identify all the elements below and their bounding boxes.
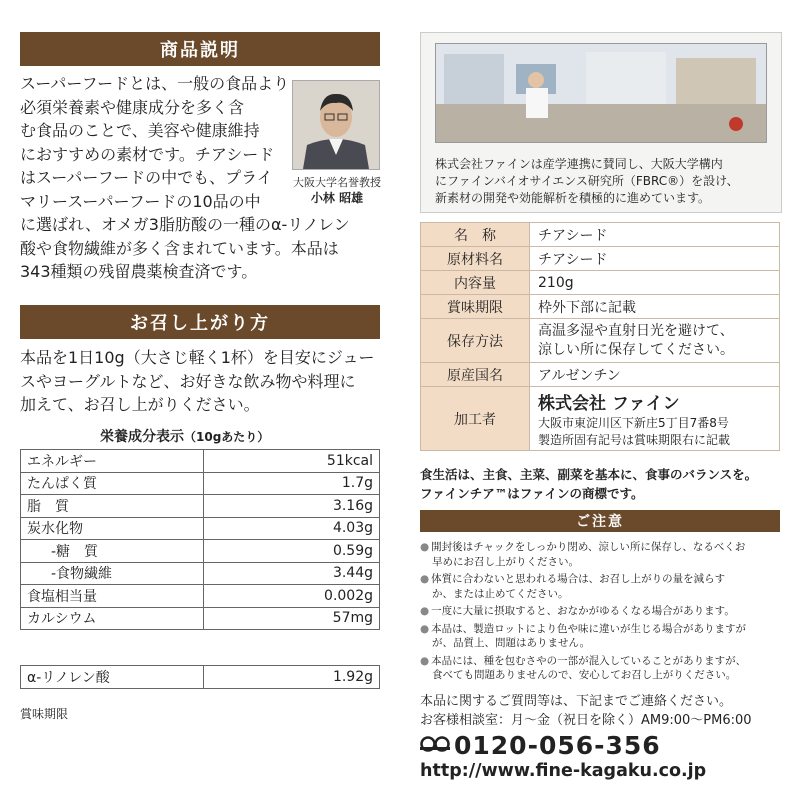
website-url[interactable]: http://www.fine-kagaku.co.jp bbox=[420, 761, 707, 781]
caution-title: ご注意 bbox=[576, 514, 624, 530]
nutrition-value: 0.002g bbox=[204, 585, 380, 608]
nutrition-value: 0.59g bbox=[204, 540, 380, 563]
lab-caption-box bbox=[420, 150, 782, 213]
processor-address: 大阪市東淀川区下新庄5丁目7番8号 bbox=[538, 416, 729, 430]
nutrition-value: 3.16g bbox=[204, 495, 380, 518]
table-row bbox=[21, 517, 380, 540]
spec-value: アルゼンチン bbox=[530, 363, 780, 387]
spec-value: チアシード bbox=[530, 247, 780, 271]
description-line: におすすめの素材です。チアシード bbox=[20, 144, 275, 164]
caution-line: が、品質上、問題はありません。 bbox=[432, 637, 591, 649]
howto-line: 加えて、お召し上がりください。 bbox=[20, 395, 260, 414]
free-dial-icon bbox=[420, 735, 450, 757]
expiry-label: 賞味期限 bbox=[20, 707, 69, 721]
table-row bbox=[21, 607, 380, 630]
description-line: スーパーフードとは、一般の食品より bbox=[20, 74, 290, 93]
caution-line: ● 本品には、種を包むさやの一部が混入していることがありますが、 bbox=[420, 654, 782, 669]
list-item bbox=[420, 654, 782, 683]
caution-line: ● 本品は、製造ロットにより色や味に違いが生じる場合がありますが bbox=[420, 622, 782, 637]
caution-line: ● 開封後はチャックをしっかり閉め、涼しい所に保存し、なるべくお bbox=[420, 540, 782, 555]
processor-note: 製造所固有記号は賞味期限右に記載 bbox=[538, 433, 731, 447]
table-row bbox=[21, 585, 380, 608]
table-row bbox=[421, 247, 780, 271]
phone-number[interactable]: 0120-056-356 bbox=[454, 731, 661, 760]
description-line: む食品のことで、美容や健康維持 bbox=[20, 121, 260, 140]
howto-text bbox=[20, 346, 382, 417]
nutrition-value: 1.92g bbox=[204, 666, 380, 689]
table-row bbox=[21, 450, 380, 473]
howto-header bbox=[20, 305, 380, 339]
product-description-header bbox=[20, 32, 380, 66]
description-line: 343種類の残留農薬検査済です。 bbox=[20, 262, 258, 281]
contact-hours: お客様相談室：月～金（祝日を除く）AM9:00～PM6:00 bbox=[420, 713, 752, 728]
spec-value: 枠外下部に記載 bbox=[530, 295, 780, 319]
caution-line: 早めにお召し上がりください。 bbox=[432, 555, 579, 568]
description-line: 必須栄養素や健康成分を多く含 bbox=[20, 97, 245, 117]
nutrition-name: -糖 質 bbox=[21, 540, 204, 563]
product-description-text-cont bbox=[20, 213, 382, 284]
lab-photo-frame bbox=[420, 32, 782, 152]
linolenic-table bbox=[20, 665, 380, 689]
description-line: マリースーパーフードの10品の中 bbox=[20, 191, 261, 211]
nutrition-name: 食塩相当量 bbox=[21, 585, 204, 608]
nutrition-title-row bbox=[100, 426, 269, 446]
howto-title: お召し上がり方 bbox=[130, 313, 270, 334]
nutrition-name: 脂 質 bbox=[21, 495, 204, 518]
professor-name: 小林 昭雄 bbox=[310, 191, 364, 205]
table-row bbox=[21, 666, 380, 689]
table-row bbox=[421, 295, 780, 319]
lab-caption bbox=[435, 156, 739, 207]
caution-list bbox=[420, 540, 782, 683]
table-row bbox=[421, 363, 780, 387]
list-item bbox=[420, 604, 782, 619]
howto-line: 本品を1日10g（大さじ軽く1杯）を目安にジュー bbox=[20, 348, 375, 367]
spec-key: 加工者 bbox=[421, 387, 530, 451]
description-line: 酸や食物繊維が多く含まれています。本品は bbox=[20, 238, 339, 258]
diet-line: 食生活は、主食、主菜、副菜を基本に、食事のバランスを。 bbox=[420, 467, 758, 482]
description-line: はスーパーフードの中でも、プライ bbox=[20, 168, 273, 187]
spec-value-line: 涼しい所に保存してください。 bbox=[538, 341, 734, 358]
table-row bbox=[21, 540, 380, 563]
nutrition-table bbox=[20, 449, 380, 630]
spec-value-line: 高温多湿や直射日光を避けて、 bbox=[538, 322, 734, 339]
caution-line: 食べても問題ありませんので、安心してお召し上がりください。 bbox=[432, 669, 737, 681]
description-line: に選ばれ、オメガ3脂肪酸の一種のα-リノレン bbox=[20, 215, 350, 234]
howto-line: スやヨーグルトなど、お好きな飲み物や料理に bbox=[20, 371, 356, 391]
phone-row bbox=[420, 731, 661, 760]
nutrition-name: カルシウム bbox=[21, 607, 204, 630]
list-item bbox=[420, 622, 782, 651]
nutrition-name: 炭水化物 bbox=[21, 517, 204, 540]
processor-value bbox=[530, 387, 780, 451]
diet-note bbox=[420, 465, 757, 503]
spec-value: チアシード bbox=[530, 223, 780, 247]
nutrition-value: 3.44g bbox=[204, 562, 380, 585]
processor-company: 株式会社 ファイン bbox=[538, 394, 680, 414]
spec-key: 賞味期限 bbox=[421, 295, 530, 319]
nutrition-value: 4.03g bbox=[204, 517, 380, 540]
contact-line: 本品に関するご質問等は、下記までご連絡ください。 bbox=[420, 694, 733, 709]
table-row bbox=[421, 319, 780, 363]
product-description-text bbox=[20, 72, 290, 213]
caution-line: か、または止めてください。 bbox=[432, 587, 569, 600]
table-row bbox=[421, 271, 780, 295]
lab-caption-line: にファインバイオサイエンス研究所（FBRC®）を設け、 bbox=[435, 174, 739, 188]
table-row bbox=[421, 223, 780, 247]
spec-value: 210g bbox=[530, 271, 780, 295]
professor-photo bbox=[292, 80, 380, 170]
list-item bbox=[420, 572, 782, 601]
contact-info bbox=[420, 692, 752, 730]
list-item bbox=[420, 540, 782, 569]
lab-caption-line: 新素材の開発や効能解析を積極的に進めています。 bbox=[435, 191, 711, 205]
table-row bbox=[21, 472, 380, 495]
nutrition-value: 51kcal bbox=[204, 450, 380, 473]
spec-key: 内容量 bbox=[421, 271, 530, 295]
product-description-title: 商品説明 bbox=[160, 40, 240, 61]
table-row bbox=[421, 387, 780, 451]
table-row bbox=[21, 495, 380, 518]
lab-photo bbox=[435, 43, 767, 143]
nutrition-value: 1.7g bbox=[204, 472, 380, 495]
nutrition-name: -食物繊維 bbox=[21, 562, 204, 585]
spec-value bbox=[530, 319, 780, 363]
nutrition-name: エネルギー bbox=[21, 450, 204, 473]
spec-key: 原材料名 bbox=[421, 247, 530, 271]
nutrition-value: 57mg bbox=[204, 607, 380, 630]
professor-caption: 大阪大学名誉教授 bbox=[293, 176, 381, 189]
nutrition-unit: （10gあたり） bbox=[184, 430, 270, 444]
caution-header bbox=[420, 510, 780, 532]
spec-key: 保存方法 bbox=[421, 319, 530, 363]
nutrition-name: α-リノレン酸 bbox=[21, 666, 204, 689]
table-row bbox=[21, 562, 380, 585]
caution-line: ● 一度に大量に摂取すると、おなかがゆるくなる場合があります。 bbox=[420, 604, 782, 619]
spec-table bbox=[420, 222, 780, 451]
spec-key: 原産国名 bbox=[421, 363, 530, 387]
nutrition-name: たんぱく質 bbox=[21, 472, 204, 495]
spec-key: 名 称 bbox=[421, 223, 530, 247]
caution-line: ● 体質に合わないと思われる場合は、お召し上がりの量を減らす bbox=[420, 572, 782, 587]
nutrition-title: 栄養成分表示 bbox=[100, 429, 184, 445]
diet-line: ファインチア™はファインの商標です。 bbox=[420, 486, 644, 501]
lab-caption-line: 株式会社ファインは産学連携に賛同し、大阪大学構内 bbox=[435, 157, 723, 171]
